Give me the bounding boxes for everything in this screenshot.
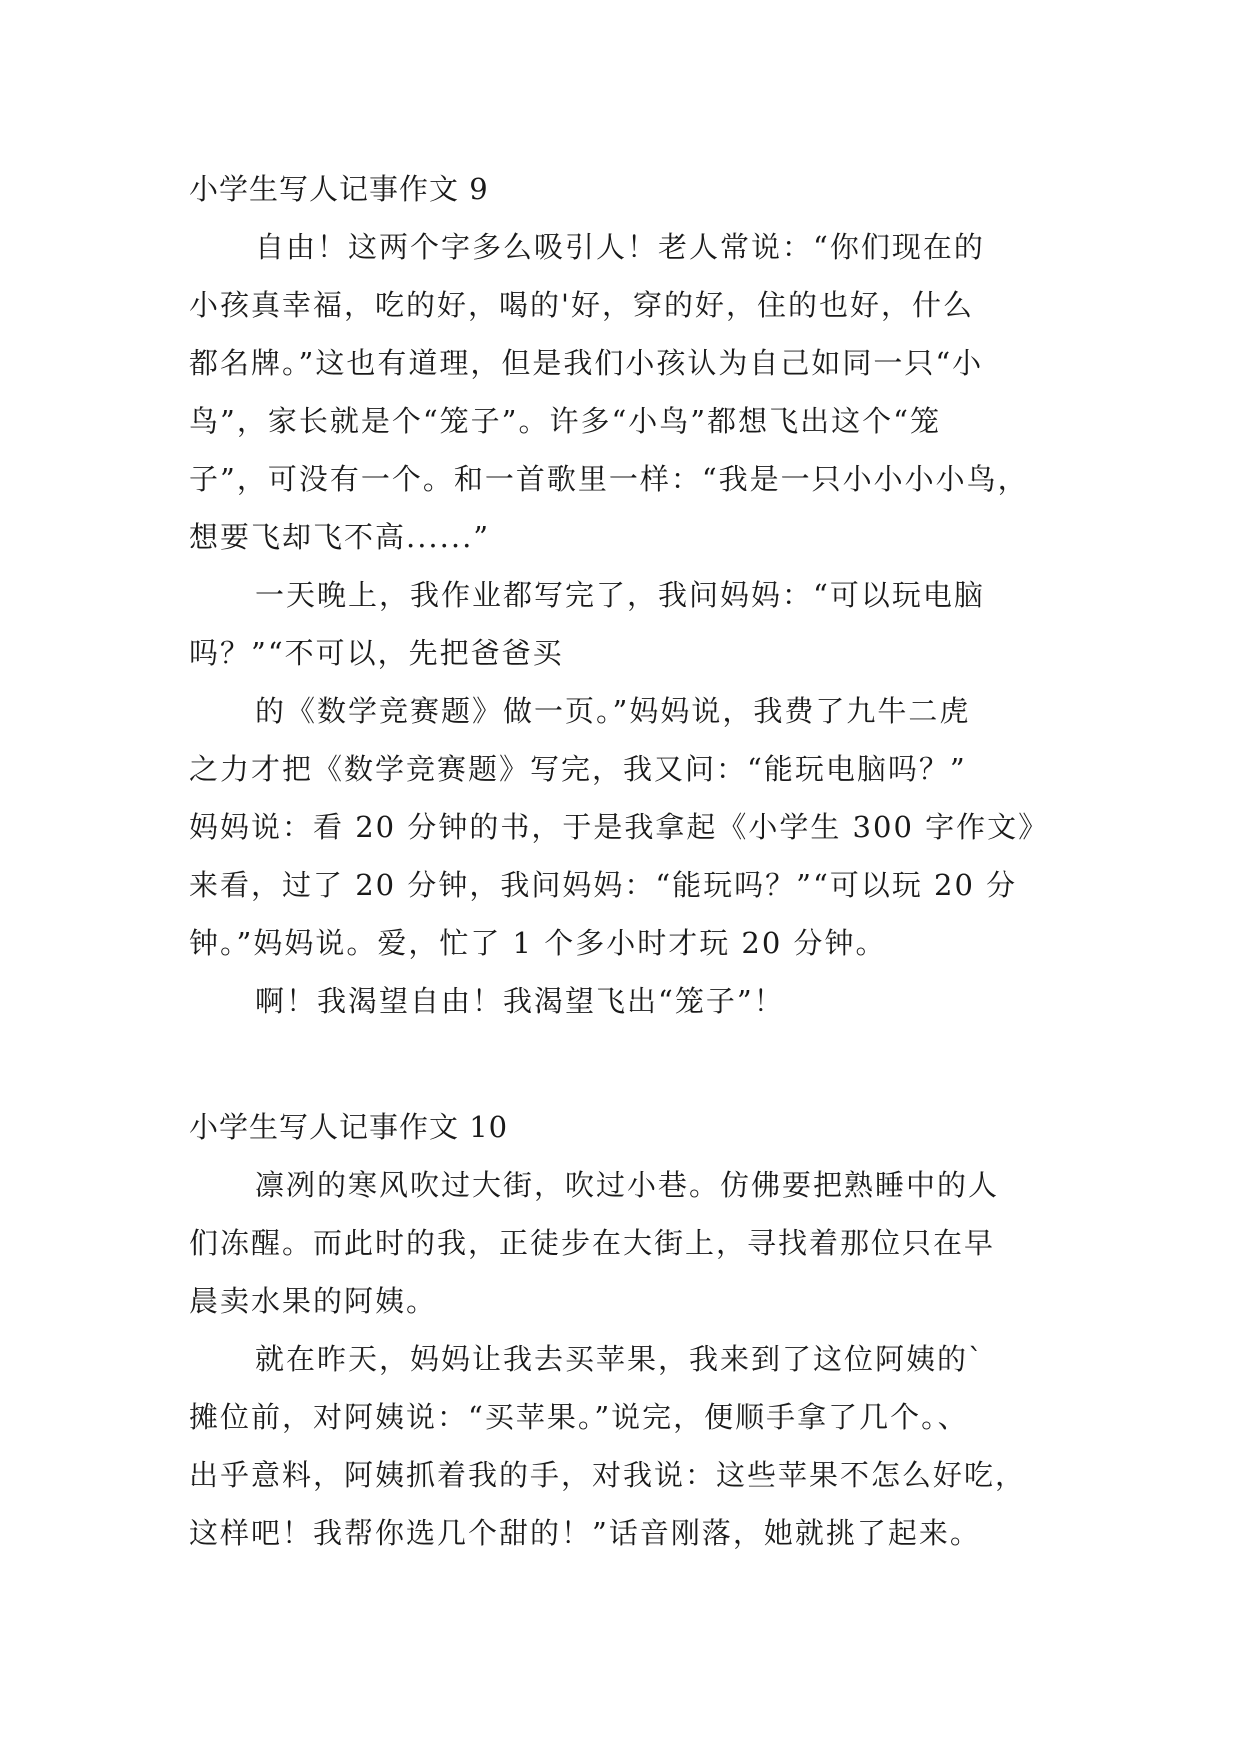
text-line: 凛冽的寒风吹过大街，吹过小巷。仿佛要把熟睡中的人 <box>255 1168 1000 1202</box>
text-line: 啊！我渴望自由！我渴望飞出“笼子”！ <box>255 984 785 1018</box>
text-line: 来看，过了 20 分钟，我问妈妈：“能玩吗？”“可以玩 20 分 <box>189 868 1018 902</box>
text-line: 子”，可没有一个。和一首歌里一样：“我是一只小小小小鸟， <box>189 462 1029 496</box>
text-line: 就在昨天，妈妈让我去买苹果，我来到了这位阿姨的` <box>255 1342 985 1376</box>
text-line: 们冻醒。而此时的我，正徒步在大街上，寻找着那位只在早 <box>189 1226 996 1260</box>
paragraph <box>189 1156 1069 1330</box>
text-line: 妈妈说：看 20 分钟的书，于是我拿起《小学生 300 字作文》 <box>189 810 1050 844</box>
essay-10 <box>189 1098 1069 1562</box>
text-line: 一天晚上，我作业都写完了，我问妈妈：“可以玩电脑 <box>255 578 985 612</box>
text-line: 出乎意料，阿姨抓着我的手，对我说：这些苹果不怎么好吃， <box>189 1458 1027 1492</box>
essay-title: 小学生写人记事作文 9 <box>189 172 489 206</box>
text-line: 想要飞却飞不高......” <box>189 520 491 554</box>
paragraph <box>189 682 1069 972</box>
essay-9 <box>189 160 1069 1030</box>
text-line: 摊位前，对阿姨说：“买苹果。”说完，便顺手拿了几个。、 <box>189 1400 969 1434</box>
text-line: 晨卖水果的阿姨。 <box>189 1284 438 1318</box>
text-line: 鸟”，家长就是个“笼子”。许多“小鸟”都想飞出这个“笼 <box>189 404 941 438</box>
text-line: 这样吧！我帮你选几个甜的！”话音刚落，她就挑了起来。 <box>189 1516 981 1550</box>
paragraph <box>189 566 1069 682</box>
text-line: 的《数学竞赛题》做一页。”妈妈说，我费了九牛二虎 <box>255 694 971 728</box>
text-line: 自由！这两个字多么吸引人！老人常说：“你们现在的 <box>255 230 985 264</box>
text-line: 小孩真幸福，吃的好，喝的'好，穿的好，住的也好，什么 <box>189 288 974 322</box>
paragraph <box>189 972 1069 1030</box>
text-line: 吗？”“不可以，先把爸爸买 <box>189 636 564 670</box>
paragraph <box>189 1330 1069 1562</box>
paragraph <box>189 218 1069 566</box>
text-line: 之力才把《数学竞赛题》写完，我又问：“能玩电脑吗？” <box>189 752 967 786</box>
essay-title: 小学生写人记事作文 10 <box>189 1110 509 1144</box>
text-line: 都名牌。”这也有道理，但是我们小孩认为自己如同一只“小 <box>189 346 984 380</box>
text-line: 钟。”妈妈说。爱，忙了 1 个多小时才玩 20 分钟。 <box>189 926 887 960</box>
